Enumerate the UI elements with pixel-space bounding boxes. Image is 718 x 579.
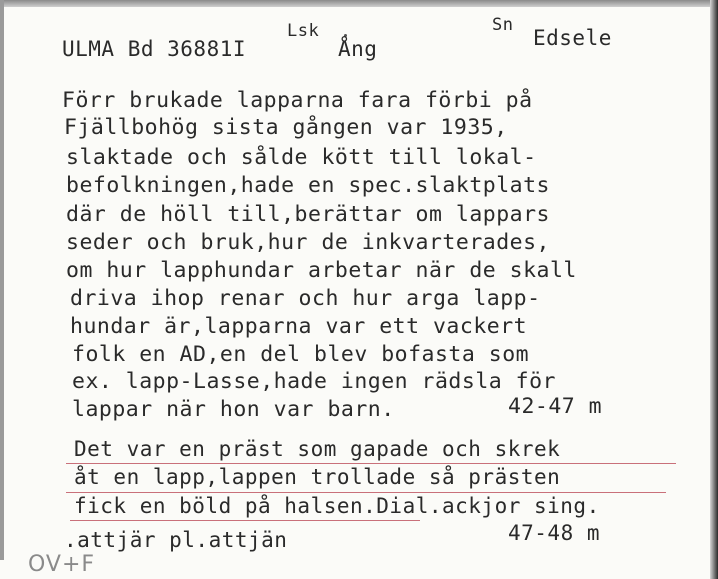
story-line: åt en lapp,lappen trollade så prästen	[74, 465, 561, 489]
text-line: folk en AD,en del blev bofasta som	[72, 342, 530, 367]
text-line: Fjällbohög sista gången var 1935,	[64, 115, 508, 140]
text-line: lappar när hon var barn.	[72, 397, 395, 422]
card-top-edge	[0, 0, 718, 7]
underline	[70, 520, 420, 521]
card-right-edge	[710, 0, 718, 579]
text-line: där de höll till,berättar om lappars	[66, 202, 550, 227]
text-line: seder och bruk,hur de inkvarterades,	[66, 230, 550, 255]
text-line: hundar är,lapparna var ett vackert	[70, 314, 528, 339]
district-name: Ång	[338, 37, 378, 61]
dialect-line: .attjär pl.attjän	[64, 528, 288, 552]
text-line: Förr brukade lapparna fara förbi på	[62, 88, 533, 113]
archive-reference: ULMA Bd 36881I	[62, 37, 247, 61]
text-line: om hur lapphundar arbetar när de skall	[66, 258, 577, 283]
text-line: befolkningen,hade en spec.slaktplats	[66, 173, 550, 198]
story-line: fick en böld på halsen.Dial.ackjor sing.	[74, 494, 600, 518]
province-label: Lsk	[287, 21, 320, 41]
parish-name: Edsele	[533, 26, 612, 50]
handwritten-note: OV+F	[28, 552, 96, 577]
reference-42-47: 42-47 m	[508, 394, 603, 419]
reference-47-48: 47-48 m	[508, 521, 601, 545]
text-line: driva ihop renar och hur arga lapp-	[70, 286, 541, 311]
parish-label: Sn	[492, 15, 514, 35]
card-left-edge	[0, 0, 4, 560]
story-line: Det var en präst som gapade och skrek	[74, 437, 561, 461]
text-line: ex. lapp-Lasse,hade ingen rädsla för	[72, 369, 556, 394]
text-line: slaktade och sålde kött till lokal-	[66, 145, 537, 170]
